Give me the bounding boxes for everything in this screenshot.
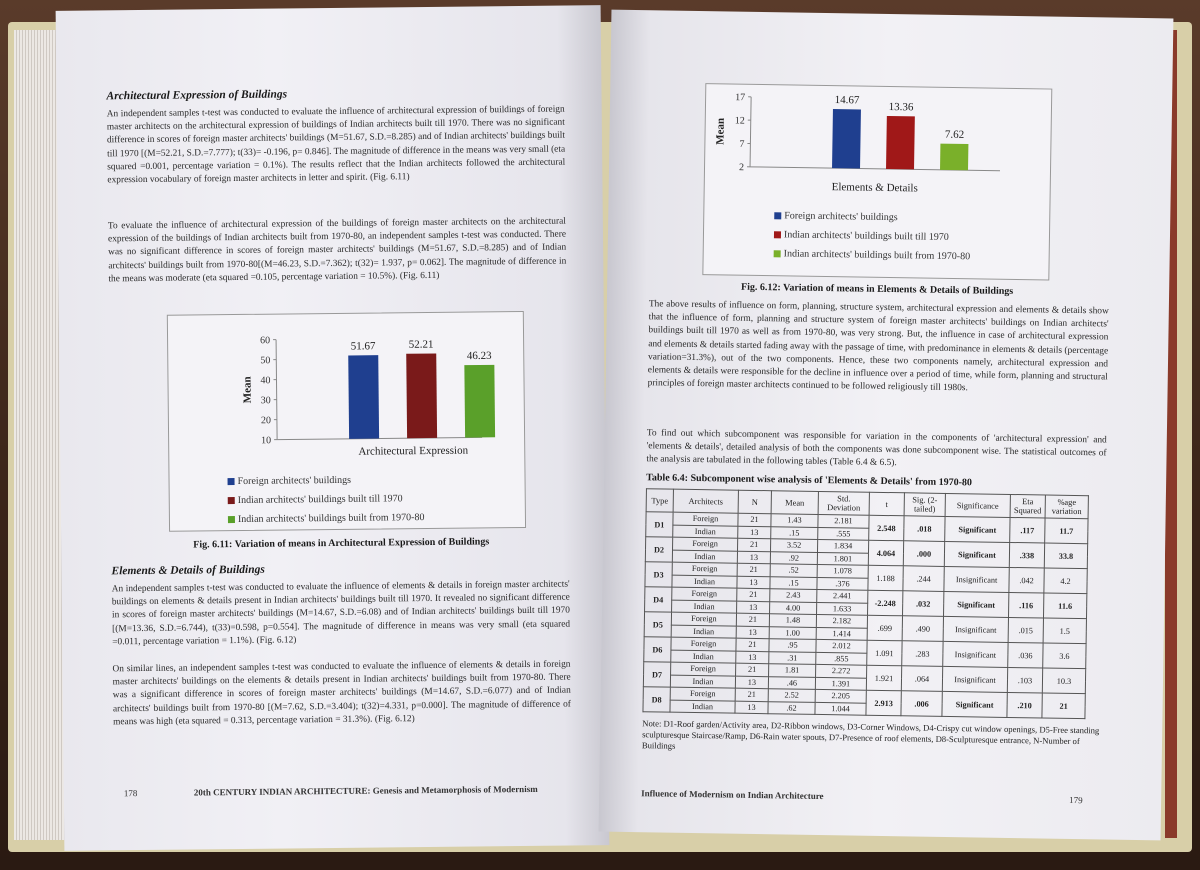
y-tick-label: 60: [260, 335, 271, 347]
table-cell: 4.064: [868, 540, 903, 566]
legend-label: Foreign architects' buildings: [784, 210, 898, 224]
table-header-cell: %age variation: [1045, 495, 1088, 519]
table-cell: 3.52: [771, 539, 818, 552]
table-cell: 1.43: [771, 514, 818, 527]
legend-item: [228, 489, 425, 510]
table-cell: 13: [737, 601, 770, 614]
legend-label: Indian architects' buildings built from 1970-80: [783, 248, 971, 263]
bar: [348, 355, 379, 439]
paragraph: An independent samples t-test was conducted to evaluate the influence of architectural expression of buildings of foreign master architects on the architectural expression of buildings of Indian architects built till 1970. There was no significant difference in scores of foreign master architects' buildings (M=51.67, S.D.=8.285) and of Indian architects' buildings built till 1970 [(M=52.21, S.D.=7.777); t(33)= -0.196, p= 0.846]. The magnitude of difference in the means was very small (eta squared =0.001, percentage variation = 0.1%). The results reflect that the Indian architects followed the architectural expression vocabulary of foreign master architects in letter and spirit. (Fig. 6.11): [106, 104, 566, 186]
bar-value-label: 7.62: [944, 128, 965, 141]
section-heading-architectural-expression: Architectural Expression of Buildings: [106, 88, 288, 103]
table-cell: .338: [1009, 542, 1044, 568]
table-cell: 2.181: [818, 514, 869, 527]
table-cell: 11.6: [1043, 593, 1086, 619]
table-cell: 1.834: [817, 539, 868, 552]
table-header-cell: Eta Squared: [1010, 494, 1045, 518]
bar: [406, 353, 437, 438]
table-cell: Foreign: [672, 587, 737, 601]
table-cell: 1.00: [769, 626, 816, 639]
table-header-cell: t: [869, 492, 904, 516]
table-cell: 2.913: [866, 690, 901, 716]
bar: [940, 144, 968, 171]
table-cell: D6: [644, 637, 671, 662]
table-cell: Indian: [670, 700, 735, 714]
table-cell: .62: [768, 701, 815, 714]
table-cell: Significant: [944, 591, 1009, 617]
table-cell: 21: [737, 588, 770, 601]
table-cell: Foreign: [671, 612, 736, 626]
page-footer: 20th CENTURY INDIAN ARCHITECTURE: Genesis and Metamorphosis of Modernism: [193, 783, 538, 798]
table-cell: .52: [770, 564, 817, 577]
bar-value-label: 52.21: [408, 338, 434, 351]
legend-label: Indian architects' buildings built till 1970: [783, 229, 949, 243]
legend-swatch: [228, 497, 235, 504]
y-tick-label: 17: [735, 92, 746, 104]
table-6-4: [642, 488, 1088, 719]
y-axis-line: [276, 340, 277, 440]
table-header-cell: Architects: [673, 489, 738, 513]
table-cell: 1.48: [769, 614, 816, 627]
table-cell: D8: [643, 687, 670, 712]
table-cell: .490: [902, 616, 943, 642]
table-cell: 10.3: [1042, 668, 1085, 694]
table-cell: D4: [645, 587, 672, 612]
table-cell: 21: [736, 638, 769, 651]
table-cell: .018: [904, 516, 945, 542]
legend-label: Indian architects' buildings built from 1970-80: [237, 512, 425, 525]
table-cell: 1.078: [817, 564, 868, 577]
bar: [464, 365, 495, 438]
y-axis-label: Mean: [241, 376, 254, 404]
bar-value-label: 51.67: [350, 340, 376, 353]
figure-caption-6-11: Fig. 6.11: Variation of means in Architectural Expression of Buildings: [193, 536, 490, 551]
paragraph: To evaluate the influence of architectural expression of the buildings of foreign master architects on the architectural expression of the buildings of Indian architects built from 1970-80, an independent samples t-test was conducted. There was no significant difference in scores of foreign master architects' buildings (M=51.67, S.D.=8.285) and of Indian architects' buildings built from 1970-80[(M=46.23, S.D.=7.362); t(32)= 1.937, p= 0.062]. The magnitude of difference in the means was moderate (eta squared =0.105, percentage variation = 10.5%). (Fig. 6.11): [107, 216, 567, 285]
table-cell: 21: [738, 513, 771, 526]
table-cell: D1: [646, 512, 673, 537]
table-cell: 2.012: [816, 639, 867, 652]
table-header-cell: Significance: [945, 493, 1010, 517]
table-header-cell: Std. Deviation: [818, 491, 869, 515]
legend-swatch: [228, 516, 235, 523]
y-tick-label: 30: [260, 395, 271, 407]
page-number: 179: [1069, 794, 1083, 806]
table-cell: 1.044: [815, 702, 866, 715]
table-cell: Foreign: [672, 562, 737, 576]
table-cell: 3.6: [1043, 643, 1086, 669]
page-footer: Influence of Modernism on Indian Architecture: [641, 788, 824, 802]
table-cell: Significant: [945, 516, 1010, 542]
table-cell: .92: [770, 551, 817, 564]
table-cell: 2.548: [869, 515, 904, 541]
table-header-cell: N: [738, 490, 771, 514]
legend-label: Foreign architects' buildings: [237, 474, 352, 487]
legend-swatch: [774, 250, 781, 257]
table-cell: 21: [737, 563, 770, 576]
paragraph: To find out which subcomponent was responsible for variation in the components of 'architectural expression' and 'elements & details', detailed analysis of both the components was done subcomponent wise. The statistical outcomes of the analysis are tabulated in the following tables (Table 6.4 & 6.5).: [646, 428, 1107, 469]
table-cell: .15: [770, 576, 817, 589]
table-cell: 21: [1042, 693, 1085, 719]
chart-fig-6-12-legend: [774, 206, 971, 266]
table-cell: Significant: [944, 541, 1009, 567]
table-header-cell: Mean: [771, 491, 818, 515]
table-cell: .15: [771, 526, 818, 539]
x-axis-label: Architectural Expression: [358, 444, 469, 458]
table-cell: Indian: [672, 550, 737, 564]
table-cell: .376: [817, 577, 868, 590]
right-page: [599, 10, 1174, 841]
table-cell: .699: [867, 615, 902, 641]
table-cell: .95: [769, 639, 816, 652]
table-cell: 21: [736, 613, 769, 626]
table-cell: .103: [1007, 667, 1042, 693]
bar-value-label: 14.67: [834, 94, 860, 107]
table-cell: .244: [903, 566, 944, 592]
legend-item: [774, 244, 971, 266]
legend-swatch: [774, 231, 781, 238]
table-cell: .000: [903, 541, 944, 567]
table-cell: .032: [903, 591, 944, 617]
y-tick-label: 40: [260, 375, 271, 387]
x-axis-label: Elements & Details: [831, 181, 918, 195]
table-cell: Foreign: [671, 662, 736, 676]
table-cell: 1.633: [817, 602, 868, 615]
table-cell: Indian: [670, 675, 735, 689]
table-cell: 1.81: [769, 664, 816, 677]
paragraph: On similar lines, an independent samples t-test was conducted to evaluate the influence of elements & details in foreign master architects' buildings on the elements & details present in Indian architects' buildings built from 1970-80. There was a significant difference in scores of foreign master architects' buildings (M=14.67, S.D.=6.077) and of Indian architects' buildings built from 1970-80 [(M=7.62, S.D.=3.404); t(32)=4.331, p=0.000]. The magnitude of difference of means was high (eta squared = 0.313, percentage variation = 31.3%). (Fig. 6.12): [112, 659, 571, 728]
table-cell: .036: [1008, 642, 1043, 668]
table-cell: .117: [1010, 517, 1045, 543]
table-header-cell: Sig. (2-tailed): [904, 493, 945, 517]
table-cell: .015: [1008, 617, 1043, 643]
table-cell: -2.248: [868, 590, 903, 616]
paragraph: The above results of influence on form, planning, structure system, architectural expression and elements & details show that the influence of form, planning and structure system of foreign master architects' buildings on Indian architects' buildings built till 1970 as well as from 1970-80, was very strong. But, the influence in case of architectural expression and elements & details started fading away with the passage of time, with predominance in elements & details (percentage variation=31.3%), out of the two components. Hence, these two components namely, architectural expression and elements & details were responsible for the decline in influence over a period of time, while form, planning and structural principles of foreign master architects continued to be followed religiously till 1980s.: [647, 299, 1109, 394]
table-cell: Indian: [671, 625, 736, 639]
table-cell: .064: [901, 666, 942, 692]
y-tick-label: 20: [260, 415, 271, 427]
table-cell: D5: [644, 612, 671, 637]
figure-caption-6-12: Fig. 6.12: Variation of means in Elements & Details of Buildings: [740, 281, 1014, 297]
table-cell: Insignificant: [942, 666, 1007, 692]
table-cell: 2.43: [770, 589, 817, 602]
chart-fig-6-11: [167, 311, 526, 532]
table-cell: .31: [769, 651, 816, 664]
table-header-cell: Type: [646, 489, 673, 512]
table-cell: .006: [901, 691, 942, 717]
table-cell: 13: [737, 551, 770, 564]
table-cell: 13: [736, 651, 769, 664]
chart-fig-6-11-legend: [227, 470, 424, 529]
table-cell: Foreign: [670, 687, 735, 701]
section-heading-elements-details: Elements & Details of Buildings: [111, 563, 265, 578]
table-cell: 1.5: [1043, 618, 1086, 644]
y-axis-line: [750, 97, 751, 167]
table-cell: Indian: [672, 575, 737, 589]
table-cell: 21: [738, 538, 771, 551]
table-cell: Significant: [942, 691, 1007, 717]
table-cell: 2.272: [816, 664, 867, 677]
table-cell: 1.921: [866, 665, 901, 691]
y-tick-label: 10: [261, 435, 272, 447]
y-tick-label: 12: [734, 115, 745, 127]
table-cell: 21: [736, 663, 769, 676]
paragraph: An independent samples t-test was conducted to evaluate the influence of elements & details in foreign master architects' buildings on elements & details present in Indian architects' buildings built till 1970. It revealed no significant difference in scores of foreign master architects' buildings (M=14.67, S.D.=6.08) and of Indian architects' buildings built till 1970 [(M=13.36, S.D.=6.744), t(33)=0.598, p=0.554]. The magnitude of difference in means was very small (eta squared =0.011, percentage variation = 1.1%). (Fig. 6.12): [111, 579, 571, 648]
left-page: [56, 5, 610, 851]
legend-item: [227, 470, 424, 491]
legend-label: Indian architects' buildings built till 1970: [237, 493, 403, 506]
table-cell: 2.205: [815, 689, 866, 702]
table-cell: Indian: [673, 525, 738, 539]
table-cell: 4.2: [1044, 568, 1087, 594]
table-cell: 33.8: [1044, 543, 1087, 569]
bar-value-label: 13.36: [888, 100, 914, 114]
table-cell: 2.441: [817, 589, 868, 602]
table-title: Table 6.4: Subcomponent wise analysis of 'Elements & Details' from 1970-80: [646, 472, 973, 489]
chart-fig-6-11-plot: [168, 312, 525, 466]
table-cell: 1.391: [815, 677, 866, 690]
bar: [832, 109, 861, 169]
table-cell: .210: [1007, 692, 1042, 718]
x-axis-line: [277, 437, 482, 439]
table-cell: 1.414: [816, 627, 867, 640]
table-cell: 13: [738, 526, 771, 539]
table-cell: 13: [737, 576, 770, 589]
table-cell: .042: [1009, 567, 1044, 593]
table-cell: .46: [768, 676, 815, 689]
y-tick-label: 50: [260, 355, 271, 367]
table-cell: Indian: [672, 600, 737, 614]
table-cell: 13: [735, 701, 768, 714]
table-cell: 1.091: [867, 640, 902, 666]
bar: [886, 116, 915, 169]
table-cell: 1.801: [817, 552, 868, 565]
table-cell: Insignificant: [943, 641, 1008, 667]
legend-swatch: [228, 478, 235, 485]
legend-swatch: [774, 212, 781, 219]
table-cell: .116: [1008, 592, 1043, 618]
page-number: 178: [123, 788, 138, 799]
table-cell: D7: [643, 662, 670, 687]
table-cell: Foreign: [673, 537, 738, 551]
table-cell: D2: [645, 537, 672, 562]
table-cell: Insignificant: [943, 616, 1008, 642]
table-cell: 1.188: [868, 565, 903, 591]
table-cell: .283: [902, 641, 943, 667]
table-cell: 11.7: [1045, 518, 1088, 544]
table-cell: 21: [735, 688, 768, 701]
bar-value-label: 46.23: [466, 349, 492, 363]
y-tick-label: 2: [738, 162, 745, 174]
table-cell: 2.182: [816, 614, 867, 627]
table-cell: D3: [645, 562, 672, 587]
table-cell: .555: [818, 527, 869, 540]
table-cell: 2.52: [768, 689, 815, 702]
chart-fig-6-12: [702, 83, 1052, 280]
table-cell: Foreign: [673, 512, 738, 526]
table-cell: Indian: [671, 650, 736, 664]
table-cell: 13: [735, 676, 768, 689]
data-table: [642, 488, 1088, 719]
table-cell: Foreign: [671, 637, 736, 651]
y-tick-label: 7: [739, 138, 745, 150]
table-cell: 13: [736, 626, 769, 639]
legend-item: [228, 508, 425, 529]
table-cell: Insignificant: [944, 566, 1009, 592]
table-cell: 4.00: [770, 601, 817, 614]
table-cell: .855: [816, 652, 867, 665]
y-axis-label: Mean: [714, 117, 727, 145]
table-note: Note: D1-Roof garden/Activity area, D2-Ribbon windows, D3-Corner Windows, D4-Crispy cut window openings, D5-Free standing sculpturesque Staircase/Ramp, D6-Rain water spouts, D7-Presence of roof elements, D8-Sculpturesque entrance, N-Number of Buildings: [641, 718, 1100, 751]
chart-fig-6-12-plot: [705, 84, 1052, 204]
